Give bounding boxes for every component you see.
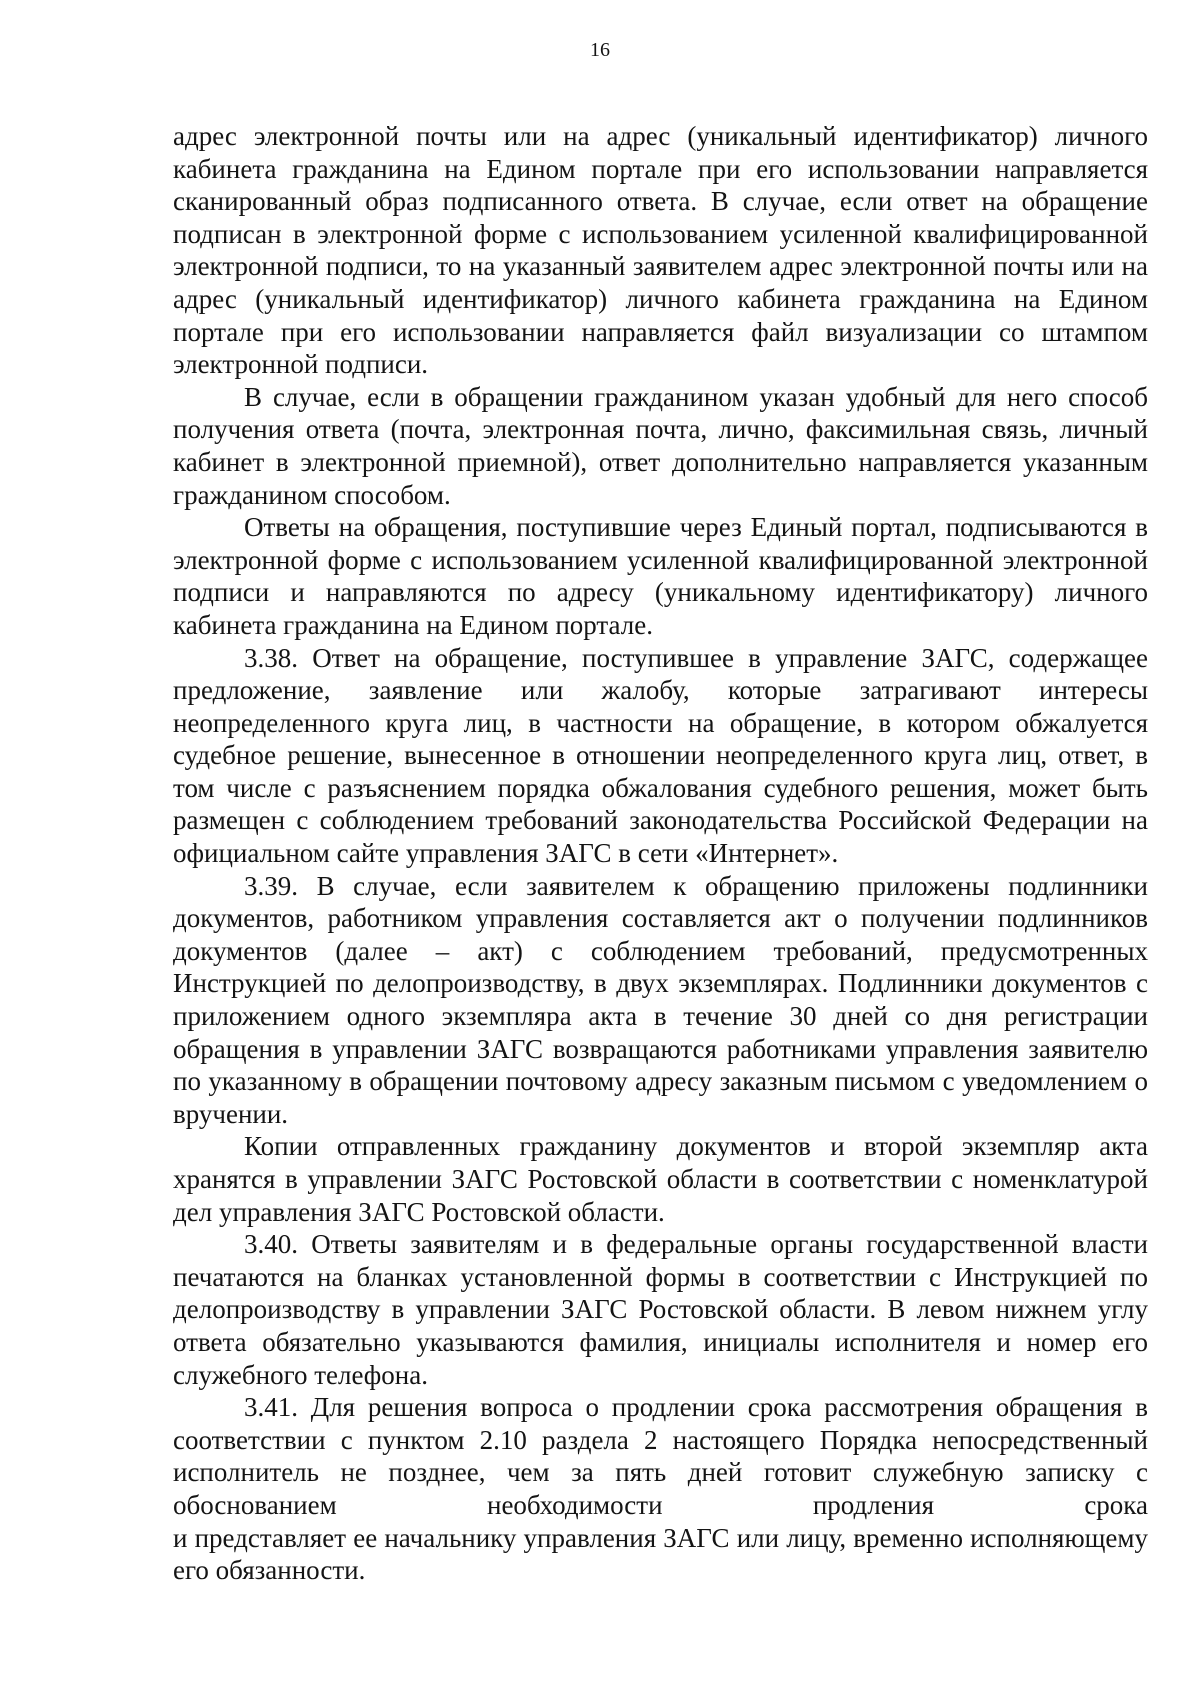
paragraph-3-41-part-1: 3.41. Для решения вопроса о продлении срока рассмотрения обращения в соответствии с пунктом 2.10 раздела 2 настоящего Порядка непосредственный исполнитель не позднее, чем за пять дней готовит служебную записку с обоснованием необходимости продления срока bbox=[173, 1392, 1148, 1520]
paragraph-answer-delivery: адрес электронной почты или на адрес (уникальный идентификатор) личного кабинета гражданина на Едином портале при его использовании направляется сканированный образ подписанного ответа. В случае, если ответ на обращение подписан в электронной форме с использованием усиленной квалифицированной электронной подписи, то на указанный заявителем адрес электронной почты или на адрес (уникальный идентификатор) личного кабинета гражданина на Едином портале при его использовании направляется файл визуализации со штампом электронной подписи. bbox=[173, 121, 1148, 380]
paragraph-3-39: 3.39. В случае, если заявителем к обращению приложены подлинники документов, работником управления составляется акт о получении подлинников документов (далее – акт) с соблюдением требований, предусмотренных Инструкцией по делопроизводству, в двух экземплярах. Подлинники документов с приложением одного экземпляра акта в течение 30 дней со дня регистрации обращения в управлении ЗАГС возвращаются работниками управления заявителю по указанному в обращении почтовому адресу заказным письмом с уведомлением о вручении. bbox=[173, 870, 1148, 1129]
page-number: 16 bbox=[590, 39, 610, 61]
paragraph-3-40: 3.40. Ответы заявителям и в федеральные органы государственной власти печатаются на бланках установленной формы в соответствии с Инструкцией по делопроизводству в управлении ЗАГС Ростовской области. В левом нижнем углу ответа обязательно указываются фамилия, инициалы исполнителя и номер его служебного телефона. bbox=[173, 1229, 1148, 1390]
paragraph-3-41-part-2: и представляет ее начальнику управления ЗАГС или лицу, временно исполняющему его обязанности. bbox=[173, 1522, 1148, 1586]
paragraph-preferred-method: В случае, если в обращении гражданином указан удобный для него способ получения ответа (почта, электронная почта, лично, факсимильная связь, личный кабинет в электронной приемной), ответ дополнительно направляется указанным гражданином способом. bbox=[173, 381, 1148, 510]
paragraph-document-copies: Копии отправленных гражданину документов и второй экземпляр акта хранятся в управлении ЗАГС Ростовской области в соответствии с номенклатурой дел управления ЗАГС Ростовской области. bbox=[173, 1131, 1148, 1227]
paragraph-unified-portal-answers: Ответы на обращения, поступившие через Единый портал, подписываются в электронной форме с использованием усиленной квалифицированной электронной подписи и направляются по адресу (уникальному идентификатору) личного кабинета гражданина на Едином портале. bbox=[173, 512, 1148, 640]
paragraph-3-38: 3.38. Ответ на обращение, поступившее в управление ЗАГС, содержащее предложение, заявление или жалобу, которые затрагивают интересы неопределенного круга лиц, в частности на обращение, в котором обжалуется судебное решение, вынесенное в отношении неопределенного круга лиц, ответ, в том числе с разъяснением порядка обжалования судебного решения, может быть размещен с соблюдением требований законодательства Российской Федерации на официальном сайте управления ЗАГС в сети «Интернет». bbox=[173, 642, 1148, 869]
paragraph-3-41 bbox=[173, 1391, 1148, 1587]
document-body bbox=[173, 120, 1148, 1587]
